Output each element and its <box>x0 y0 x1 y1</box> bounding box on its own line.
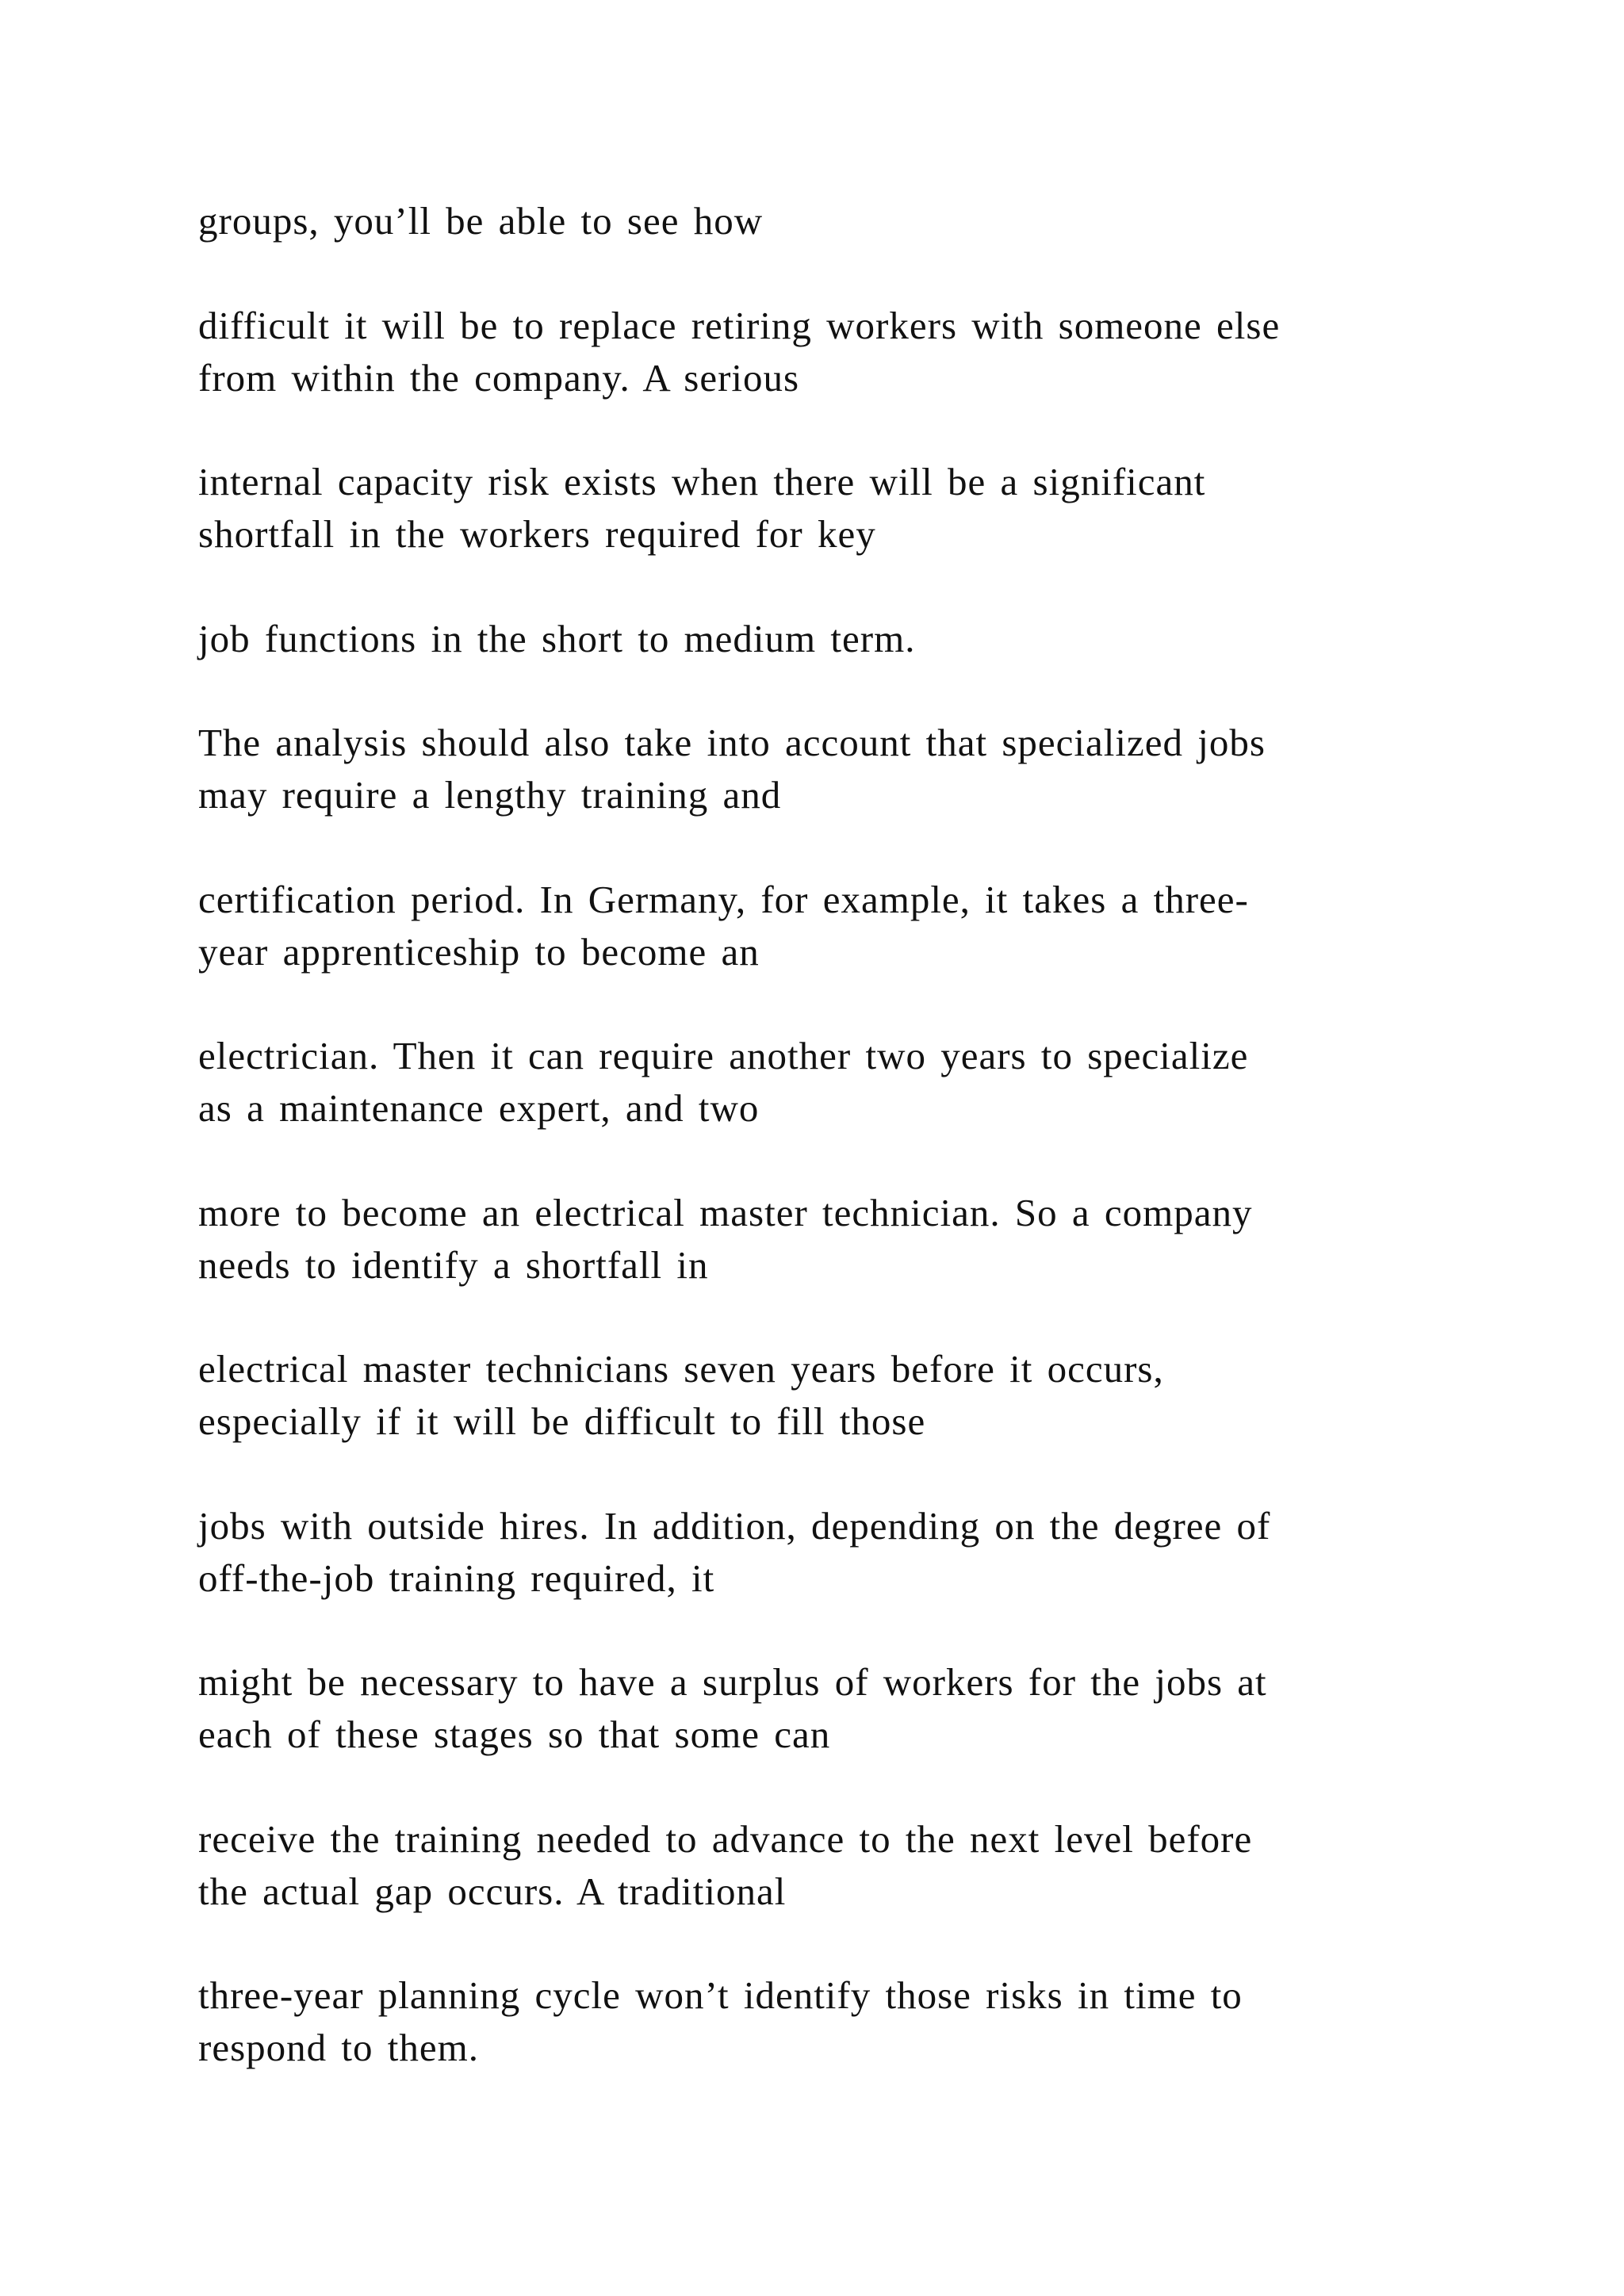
paragraph-8 <box>198 1187 1435 1292</box>
text-line: receive the training needed to advance to the next level before <box>198 1817 1253 1861</box>
paragraph-7 <box>198 1030 1435 1135</box>
text-line: certification period. In Germany, for example, it takes a three- <box>198 878 1249 921</box>
paragraph-1 <box>198 195 1435 247</box>
text-line: from within the company. A serious <box>198 356 800 400</box>
text-line: three-year planning cycle won’t identify those risks in time to <box>198 1973 1243 2017</box>
text-line: especially if it will be difficult to fill those <box>198 1399 926 1443</box>
text-line: more to become an electrical master technician. So a company <box>198 1191 1253 1234</box>
text-line: year apprenticeship to become an <box>198 930 760 974</box>
text-line: job functions in the short to medium term. <box>198 617 916 660</box>
text-line: the actual gap occurs. A traditional <box>198 1869 787 1913</box>
text-line: internal capacity risk exists when there will be a significant <box>198 460 1206 503</box>
paragraph-6 <box>198 874 1435 978</box>
text-line: might be necessary to have a surplus of workers for the jobs at <box>198 1660 1267 1704</box>
paragraph-4 <box>198 613 1435 665</box>
text-line: needs to identify a shortfall in <box>198 1243 709 1287</box>
text-line: groups, you’ll be able to see how <box>198 199 764 243</box>
paragraph-11 <box>198 1656 1435 1761</box>
text-line: electrician. Then it can require another two years to specialize <box>198 1034 1249 1077</box>
text-line: each of these stages so that some can <box>198 1712 831 1756</box>
text-line: as a maintenance expert, and two <box>198 1086 760 1130</box>
text-line: shortfall in the workers required for key <box>198 512 876 556</box>
text-line: electrical master technicians seven years before it occurs, <box>198 1347 1164 1391</box>
paragraph-13 <box>198 1969 1435 2074</box>
text-line: The analysis should also take into account that specialized jobs <box>198 721 1266 764</box>
paragraph-5 <box>198 717 1435 821</box>
paragraph-3 <box>198 456 1435 561</box>
paragraph-9 <box>198 1343 1435 1448</box>
text-line: difficult it will be to replace retiring workers with someone else <box>198 304 1281 347</box>
text-line: respond to them. <box>198 2026 479 2069</box>
text-line: jobs with outside hires. In addition, depending on the degree of <box>198 1504 1271 1548</box>
text-line: off-the-job training required, it <box>198 1556 715 1600</box>
paragraph-2 <box>198 300 1435 404</box>
paragraph-12 <box>198 1813 1435 1918</box>
paragraph-10 <box>198 1500 1435 1605</box>
text-line: may require a lengthy training and <box>198 773 782 817</box>
